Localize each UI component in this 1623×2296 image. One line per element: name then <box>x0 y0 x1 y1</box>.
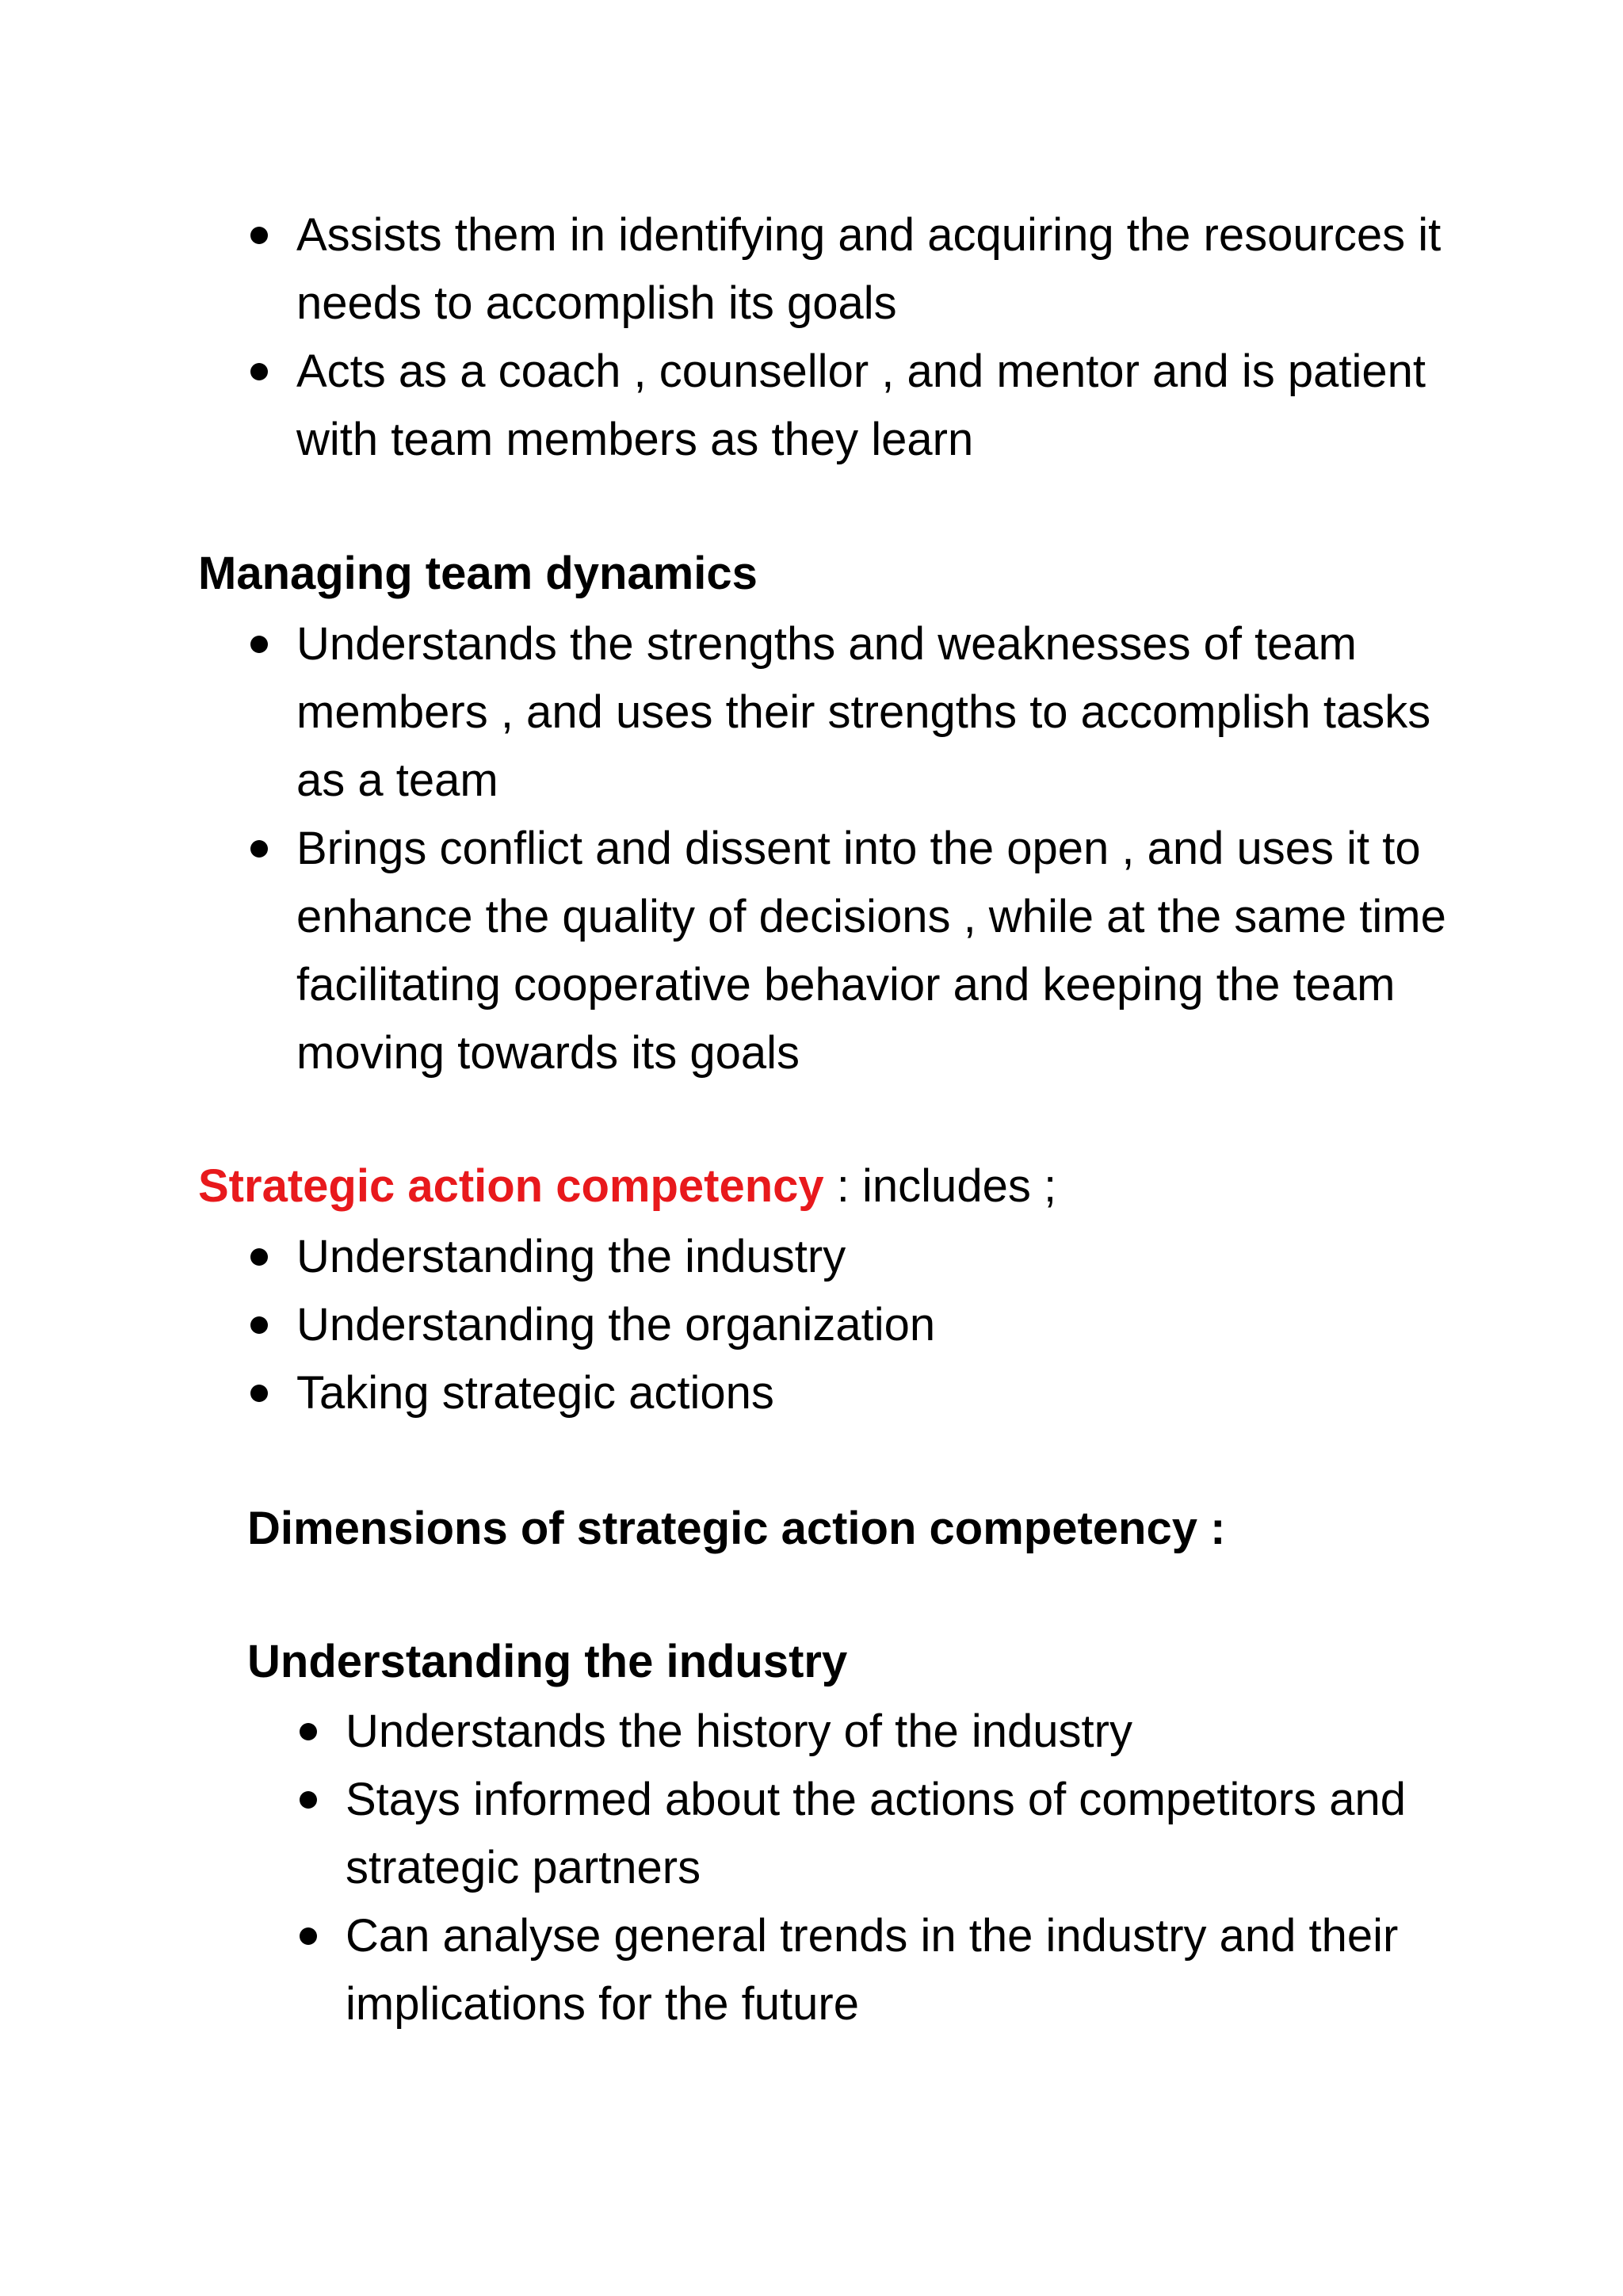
list-item <box>296 1766 1485 1902</box>
list-item <box>247 1223 1484 1291</box>
heading-accent-text: Strategic action competency <box>198 1160 824 1212</box>
list-item-text: Understands the strengths and weaknesses of team members , and uses their strengths to accomplish tasks as a team <box>296 618 1431 806</box>
bullet-icon <box>300 1723 317 1740</box>
list-item <box>247 338 1484 474</box>
team-dynamics-bullet-list <box>247 610 1484 1087</box>
section-heading-understanding-industry: Understanding the industry <box>247 1636 848 1687</box>
bullet-icon <box>250 227 268 244</box>
bullet-icon <box>250 636 268 653</box>
bullet-icon <box>250 363 268 380</box>
bullet-icon <box>300 1791 317 1809</box>
bullet-icon <box>250 1316 268 1334</box>
list-item-text: Can analyse general trends in the industry and their implications for the future <box>346 1910 1399 2030</box>
section-heading-strategic-action <box>198 1152 1056 1221</box>
list-item-text: Acts as a coach , counsellor , and mentor and is patient with team members as they learn <box>296 346 1426 465</box>
list-item-text: Taking strategic actions <box>296 1367 774 1419</box>
list-item <box>247 201 1484 338</box>
section-heading-managing-team-dynamics: Managing team dynamics <box>198 548 758 599</box>
list-item <box>296 1698 1485 1766</box>
strategic-action-bullet-list <box>247 1223 1484 1427</box>
list-item <box>247 1291 1484 1359</box>
list-item <box>247 610 1484 815</box>
heading-tail-text: : includes ; <box>823 1160 1057 1212</box>
list-item <box>247 815 1484 1087</box>
bullet-icon <box>250 840 268 858</box>
section-heading-dimensions: Dimensions of strategic action competency : <box>247 1503 1226 1554</box>
list-item <box>247 1359 1484 1427</box>
list-item-text: Understands the history of the industry <box>346 1706 1132 1757</box>
bullet-icon <box>300 1927 317 1945</box>
understanding-industry-bullet-list <box>296 1698 1485 2038</box>
bullet-icon <box>250 1385 268 1402</box>
list-item-text: Understanding the industry <box>296 1231 846 1282</box>
bullet-icon <box>250 1248 268 1266</box>
list-item-text: Brings conflict and dissent into the open , and uses it to enhance the quality of decisions , while at the same time facilitating cooperative behavior and keeping the team moving towards its goals <box>296 823 1446 1079</box>
list-item <box>296 1902 1485 2038</box>
list-item-text: Assists them in identifying and acquiring the resources it needs to accomplish its goals <box>296 209 1442 329</box>
list-item-text: Understanding the organization <box>296 1299 936 1350</box>
list-item-text: Stays informed about the actions of competitors and strategic partners <box>346 1774 1406 1893</box>
top-bullet-list <box>247 201 1484 474</box>
